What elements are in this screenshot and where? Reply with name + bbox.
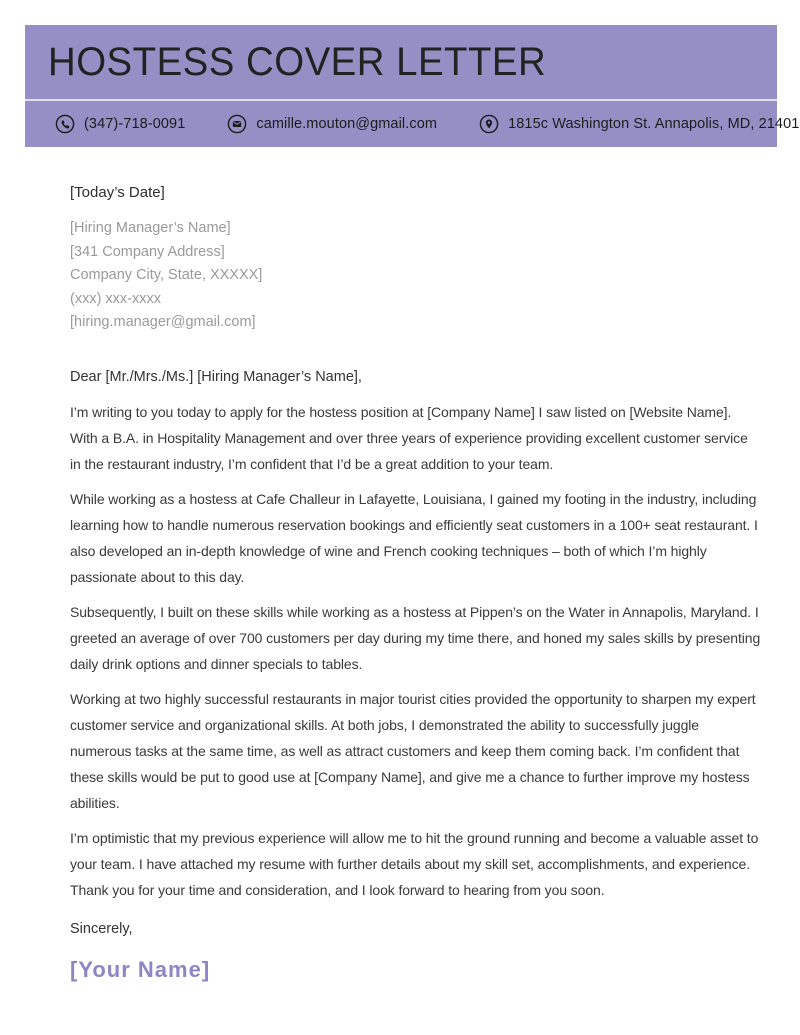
header-banner	[25, 25, 800, 147]
contact-phone-text: (347)-718-0091	[84, 116, 186, 132]
paragraph-3: Subsequently, I built on these skills while working as a hostess at Pippen’s on the Water in Annapolis, Maryland. I greeted an average of over 700 customers per day during my time there, and honed my sales skills by presenting daily drink options and dinner specials to tables.	[70, 603, 761, 672]
recipient-line: [341 Company Address]	[70, 243, 225, 260]
closing-line: Sincerely,	[70, 920, 133, 937]
paragraph-5: I’m optimistic that my previous experience will allow me to hit the ground running and become a valuable asset to your team. I have attached my resume with further details about my skill set, accomplishments, and experience. Thank you for your time and consideration, and I look forward to hearing from you soon.	[70, 829, 759, 898]
recipient-line: (xxx) xxx-xxxx	[70, 290, 162, 307]
paragraph-1: I’m writing to you today to apply for the hostess position at [Company Name] I saw listed on [Website Name]. With a B.A. in Hospitality Management and over three years of experience providing excellent customer service in the restaurant industry, I’m confident that I’d be a great addition to your team.	[70, 403, 748, 472]
contact-phone	[55, 114, 185, 134]
contact-address-text: 1815c Washington St. Annapolis, MD, 21401	[508, 116, 800, 132]
contact-email	[227, 114, 437, 134]
contact-bar	[25, 101, 800, 147]
contact-address	[479, 114, 799, 134]
letter-body	[70, 147, 762, 983]
page-title: HOSTESS COVER LETTER	[48, 39, 547, 84]
recipient-line: [hiring.manager@gmail.com]	[70, 314, 256, 330]
email-icon	[227, 114, 247, 134]
paragraph-2: While working as a hostess at Cafe Challeur in Lafayette, Louisiana, I gained my footing in the industry, including learning how to handle numerous reservation bookings and efficiently seat customers in a 100+ seat restaurant. I also developed an in-depth knowledge of wine and French cooking techniques – both of which I’m highly passionate about to this day.	[70, 490, 758, 585]
header-title-row	[25, 25, 777, 101]
salutation: Dear [Mr./Mrs./Ms.] [Hiring Manager’s Name],	[70, 368, 362, 385]
recipient-line: Company City, State, XXXXX]	[70, 267, 263, 283]
recipient-line: [Hiring Manager’s Name]	[70, 220, 231, 236]
paragraph-4: Working at two highly successful restaurants in major tourist cities provided the opportunity to sharpen my expert customer service and organizational skills. At both jobs, I demonstrated the ability to successfully juggle numerous tasks at the same time, as well as attract customers and keep them coming back. I’m confident that these skills would be put to good use at [Company Name], and give me a chance to further improve my hostess abilities.	[70, 690, 756, 811]
date-line: [Today’s Date]	[70, 184, 165, 201]
phone-icon	[55, 114, 75, 134]
location-icon	[479, 114, 499, 134]
signature-name: [Your Name]	[70, 956, 211, 982]
recipient-block	[70, 217, 762, 335]
contact-email-text: camille.mouton@gmail.com	[256, 116, 438, 132]
